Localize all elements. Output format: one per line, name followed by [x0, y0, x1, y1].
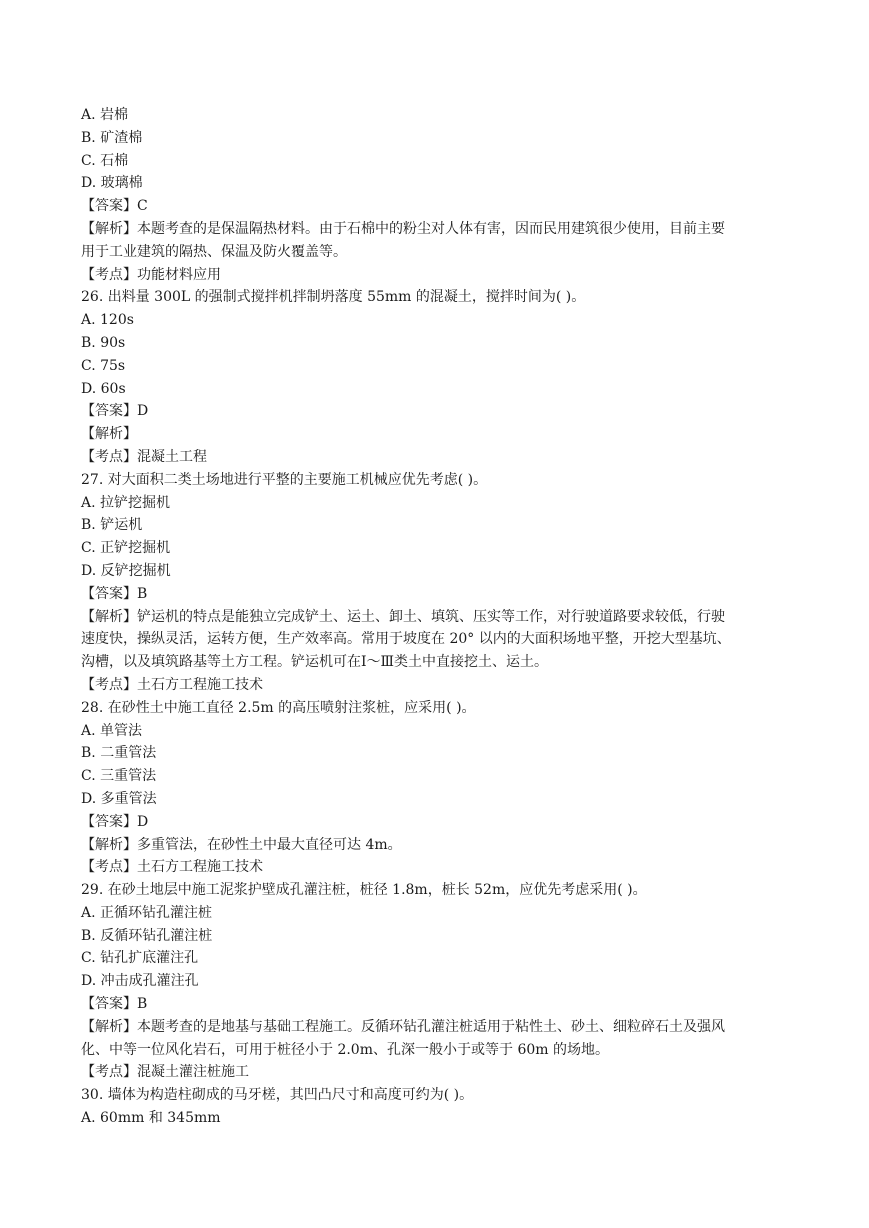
option-b-line: B. 90s — [81, 334, 126, 351]
option-d-line: D. 多重管法 — [81, 790, 157, 807]
option-a-line: A. 单管法 — [81, 722, 143, 739]
explanation-line: 沟槽，以及填筑路基等土方工程。铲运机可在Ⅰ～Ⅲ类土中直接挖土、运土。 — [81, 654, 549, 671]
explanation-line: 化、中等一位风化岩石，可用于桩径小于 2.0m、孔深一般小于或等于 60m 的场地。 — [81, 1041, 609, 1058]
option-d-line: D. 反铲挖掘机 — [81, 562, 171, 579]
option-a-line: A. 60mm 和 345mm — [81, 1110, 221, 1127]
option-a-line: A. 正循环钻孔灌注桩 — [81, 904, 213, 921]
question-30: 30. 墙体为构造柱砌成的马牙槎，其凹凸尺寸和高度可约为( )。 — [81, 1087, 474, 1104]
explanation-line: 【解析】本题考查的是地基与基础工程施工。反循环钻孔灌注桩适用于粘性土、砂土、细粒碎石土及强风 — [81, 1018, 725, 1035]
key-point-line: 【考点】功能材料应用 — [81, 266, 221, 283]
explanation-line: 用于工业建筑的隔热、保温及防火覆盖等。 — [81, 243, 347, 260]
question-26: 26. 出料量 300L 的强制式搅拌机拌制坍落度 55mm 的混凝土，搅拌时间为( )。 — [81, 289, 586, 306]
option-c-line: C. 石棉 — [81, 152, 129, 169]
question-28: 28. 在砂性土中施工直径 2.5m 的高压喷射注浆桩，应采用( )。 — [81, 699, 476, 716]
option-d-line: D. 60s — [81, 380, 126, 397]
key-point-line: 【考点】土石方工程施工技术 — [81, 859, 263, 876]
option-c-line: C. 钻孔扩底灌注孔 — [81, 950, 199, 967]
option-b-line: B. 反循环钻孔灌注桩 — [81, 927, 213, 944]
explanation-line: 【解析】铲运机的特点是能独立完成铲土、运土、卸土、填筑、压实等工作，对行驶道路要求较低，行驶 — [81, 608, 725, 625]
explanation-line: 【解析】本题考查的是保温隔热材料。由于石棉中的粉尘对人体有害，因而民用建筑很少使用，目前主要 — [81, 220, 725, 237]
option-c-line: C. 三重管法 — [81, 768, 157, 785]
option-a-line: A. 拉铲挖掘机 — [81, 494, 171, 511]
option-b-line: B. 矿渣棉 — [81, 129, 143, 146]
key-point-line: 【考点】混凝土灌注桩施工 — [81, 1064, 249, 1081]
answer-line: 【答案】D — [81, 403, 149, 420]
answer-line: 【答案】D — [81, 813, 149, 830]
document-page — [81, 104, 787, 1130]
question-29: 29. 在砂土地层中施工泥浆护壁成孔灌注桩，桩径 1.8m，桩长 52m，应优先考虑采用( )。 — [81, 882, 647, 899]
answer-line: 【答案】B — [81, 585, 148, 602]
option-b-line: B. 铲运机 — [81, 517, 143, 534]
explanation-line: 【解析】 — [81, 426, 137, 443]
option-d-line: D. 玻璃棉 — [81, 175, 143, 192]
option-c-line: C. 正铲挖掘机 — [81, 540, 171, 557]
question-27: 27. 对大面积二类土场地进行平整的主要施工机械应优先考虑( )。 — [81, 471, 488, 488]
key-point-line: 【考点】混凝土工程 — [81, 448, 207, 465]
option-a-line: A. 120s — [81, 312, 134, 329]
option-a-line: A. 岩棉 — [81, 107, 129, 123]
option-d-line: D. 冲击成孔灌注孔 — [81, 973, 199, 990]
option-c-line: C. 75s — [81, 357, 126, 374]
answer-line: 【答案】B — [81, 996, 148, 1013]
explanation-line: 【解析】多重管法，在砂性土中最大直径可达 4m。 — [81, 836, 402, 853]
answer-line: 【答案】C — [81, 198, 148, 215]
option-b-line: B. 二重管法 — [81, 745, 157, 762]
key-point-line: 【考点】土石方工程施工技术 — [81, 676, 263, 693]
explanation-line: 速度快，操纵灵活，运转方便，生产效率高。常用于坡度在 20° 以内的大面积场地平整，开挖大型基坑、 — [81, 631, 731, 648]
